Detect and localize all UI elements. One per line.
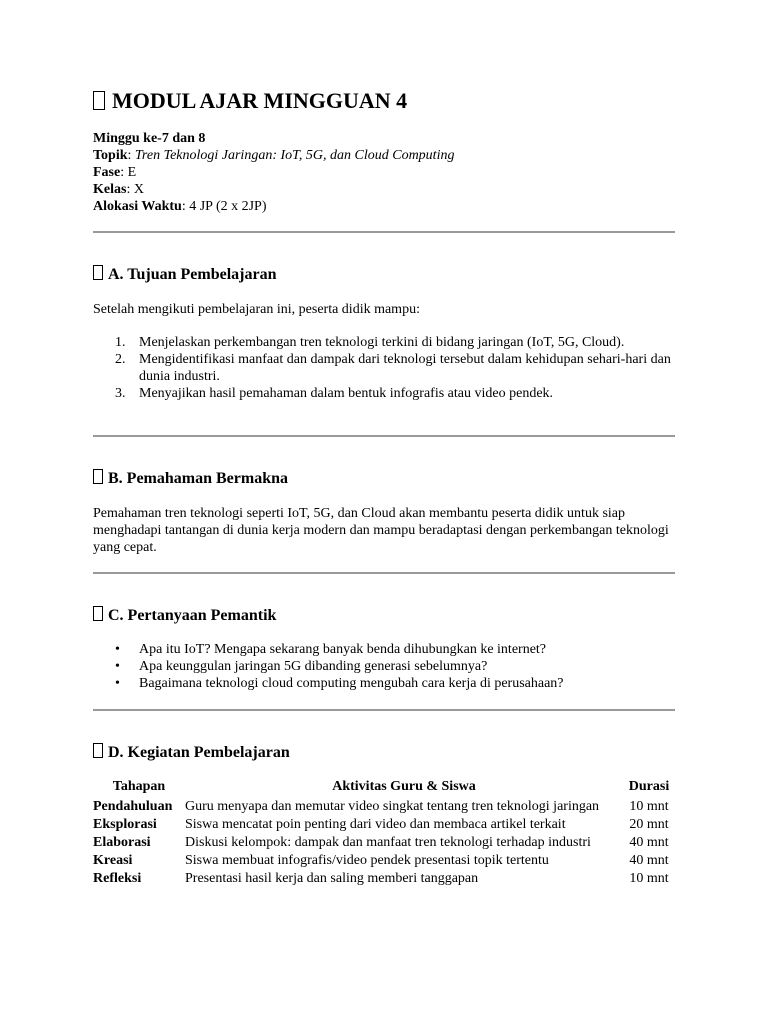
cell-tahapan: Eksplorasi [93, 817, 157, 832]
cell-aktivitas: Siswa mencatat poin penting dari video dan membaca artikel terkait [185, 817, 566, 832]
section-c-heading: C. Pertanyaan Pemantik [93, 606, 276, 625]
section-b-text: Pemahaman tren teknologi seperti IoT, 5G, dan Cloud akan membantu peserta didik untuk siap menghadapi tantangan di dunia kerja modern dan mampu beradaptasi dengan perkembangan teknologi yang cepat. [93, 506, 669, 555]
cell-durasi: 10 mnt [629, 871, 669, 886]
column-header-aktivitas: Aktivitas Guru & Siswa [332, 779, 476, 794]
column-header-tahapan: Tahapan [112, 779, 166, 794]
section-b-heading: B. Pemahaman Bermakna [93, 469, 288, 488]
column-header-durasi: Durasi [628, 779, 670, 794]
section-divider [93, 572, 675, 574]
list-item: 3. Menyajikan hasil pemahaman dalam bentuk infografis atau video pendek. [115, 386, 554, 401]
meta-fase: Fase: E [93, 165, 137, 180]
section-a-heading: A. Tujuan Pembelajaran [93, 265, 276, 284]
cell-aktivitas: Siswa membuat infografis/video pendek presentasi topik tertentu [185, 853, 549, 868]
table-row [93, 816, 675, 834]
learning-objectives-list [93, 334, 675, 402]
table-row [93, 852, 675, 870]
guiding-questions-list [93, 641, 675, 692]
cell-durasi: 40 mnt [629, 835, 669, 850]
table-row [93, 798, 675, 816]
missing-glyph-icon [93, 743, 103, 758]
cell-tahapan: Refleksi [93, 871, 142, 886]
missing-glyph-icon [93, 606, 103, 621]
section-a-intro: Setelah mengikuti pembelajaran ini, peserta didik mampu: [93, 302, 420, 317]
list-item: • Apa itu IoT? Mengapa sekarang banyak benda dihubungkan ke internet? [115, 642, 547, 657]
cell-durasi: 40 mnt [629, 853, 669, 868]
page-title: MODUL AJAR MINGGUAN 4 [93, 89, 407, 113]
meta-alokasi-waktu: Alokasi Waktu: 4 JP (2 x 2JP) [93, 199, 267, 214]
meta-topik: Topik: Tren Teknologi Jaringan: IoT, 5G, dan Cloud Computing [93, 148, 455, 163]
cell-tahapan: Pendahuluan [93, 799, 173, 814]
module-meta [93, 130, 454, 215]
meta-kelas: Kelas: X [93, 182, 144, 197]
missing-glyph-icon [93, 91, 105, 110]
cell-durasi: 10 mnt [629, 799, 669, 814]
table-row [93, 870, 675, 888]
section-divider [93, 709, 675, 711]
cell-tahapan: Kreasi [93, 853, 133, 868]
meta-minggu: Minggu ke-7 dan 8 [93, 131, 206, 146]
table-header-row [93, 779, 675, 798]
cell-durasi: 20 mnt [629, 817, 669, 832]
section-divider [93, 231, 675, 233]
cell-aktivitas: Guru menyapa dan memutar video singkat tentang tren teknologi jaringan [185, 799, 600, 814]
list-item: • Apa keunggulan jaringan 5G dibanding generasi sebelumnya? [115, 659, 488, 674]
list-item: • Bagaimana teknologi cloud computing mengubah cara kerja di perusahaan? [115, 676, 564, 691]
section-d-heading: D. Kegiatan Pembelajaran [93, 743, 290, 762]
list-item: 2. Mengidentifikasi manfaat dan dampak dari teknologi tersebut dalam kehidupan sehari-hari dan dunia industri. [115, 352, 671, 384]
activities-table [93, 779, 675, 888]
cell-aktivitas: Diskusi kelompok: dampak dan manfaat tren teknologi terhadap industri [185, 835, 591, 850]
section-divider [93, 435, 675, 437]
table-row [93, 834, 675, 852]
missing-glyph-icon [93, 265, 103, 280]
cell-aktivitas: Presentasi hasil kerja dan saling memberi tanggapan [185, 871, 479, 886]
cell-tahapan: Elaborasi [93, 835, 151, 850]
list-item: 1. Menjelaskan perkembangan tren teknologi terkini di bidang jaringan (IoT, 5G, Cloud). [115, 335, 625, 350]
missing-glyph-icon [93, 469, 103, 484]
